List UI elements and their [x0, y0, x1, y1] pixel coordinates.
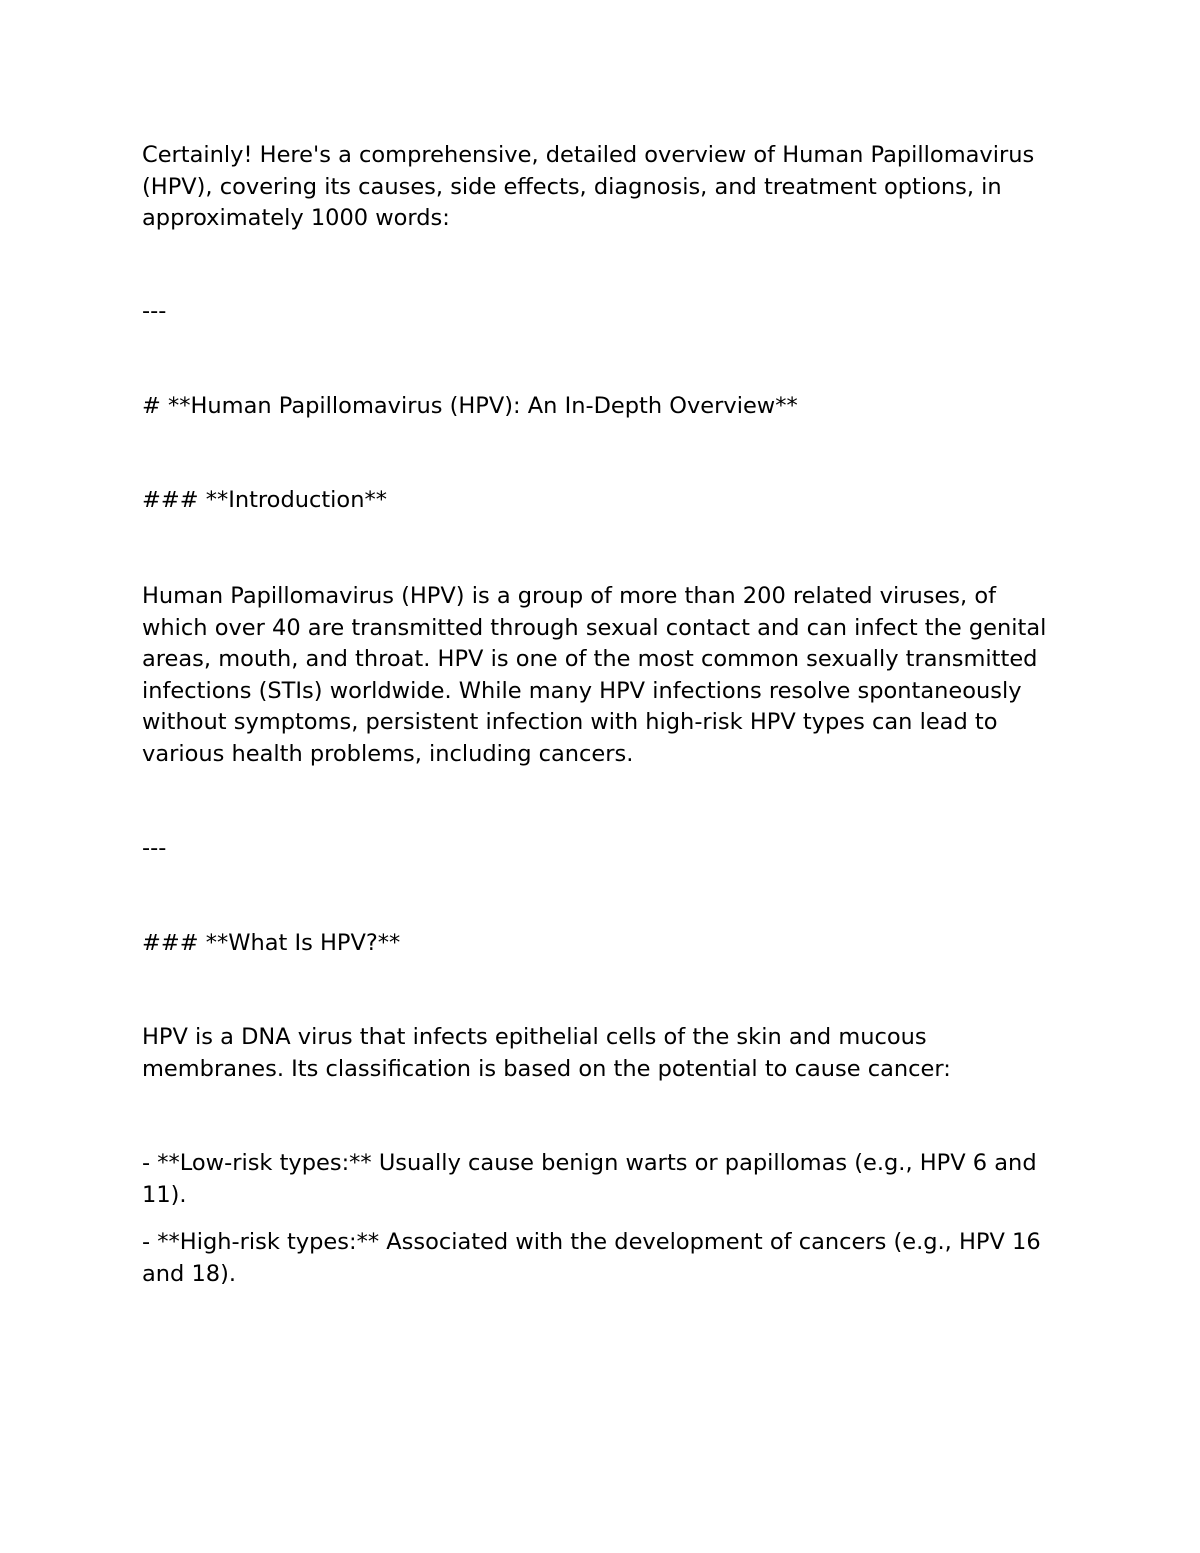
- list-item-high-risk: - **High-risk types:** Associated with the development of cancers (e.g., HPV 16 and 18).: [142, 1229, 1041, 1287]
- introduction-paragraph: Human Papillomavirus (HPV) is a group of more than 200 related viruses, of which over 40 are transmitted through sexual contact and can infect the genital areas, mouth, and throat. HPV is one of the most common sexually transmitted infections (STIs) worldwide. While many HPV infections resolve spontaneously without symptoms, persistent infection with high-risk HPV types can lead to various health problems, including cancers.: [142, 583, 1047, 767]
- what-is-hpv-paragraph: HPV is a DNA virus that infects epithelial cells of the skin and mucous membranes. Its classification is based on the potential to cause cancer:: [142, 1024, 951, 1082]
- heading-what-is-hpv: ### **What Is HPV?**: [142, 930, 401, 956]
- list-item-low-risk: - **Low-risk types:** Usually cause benign warts or papillomas (e.g., HPV 6 and 11).: [142, 1150, 1037, 1208]
- intro-paragraph: Certainly! Here's a comprehensive, detailed overview of Human Papillomavirus (HPV), covering its causes, side effects, diagnosis, and treatment options, in approximately 1000 words:: [142, 142, 1035, 231]
- separator-1: ---: [142, 298, 167, 324]
- heading-introduction: ### **Introduction**: [142, 487, 387, 513]
- document-title: # **Human Papillomavirus (HPV): An In-Depth Overview**: [142, 393, 798, 419]
- separator-2: ---: [142, 835, 167, 861]
